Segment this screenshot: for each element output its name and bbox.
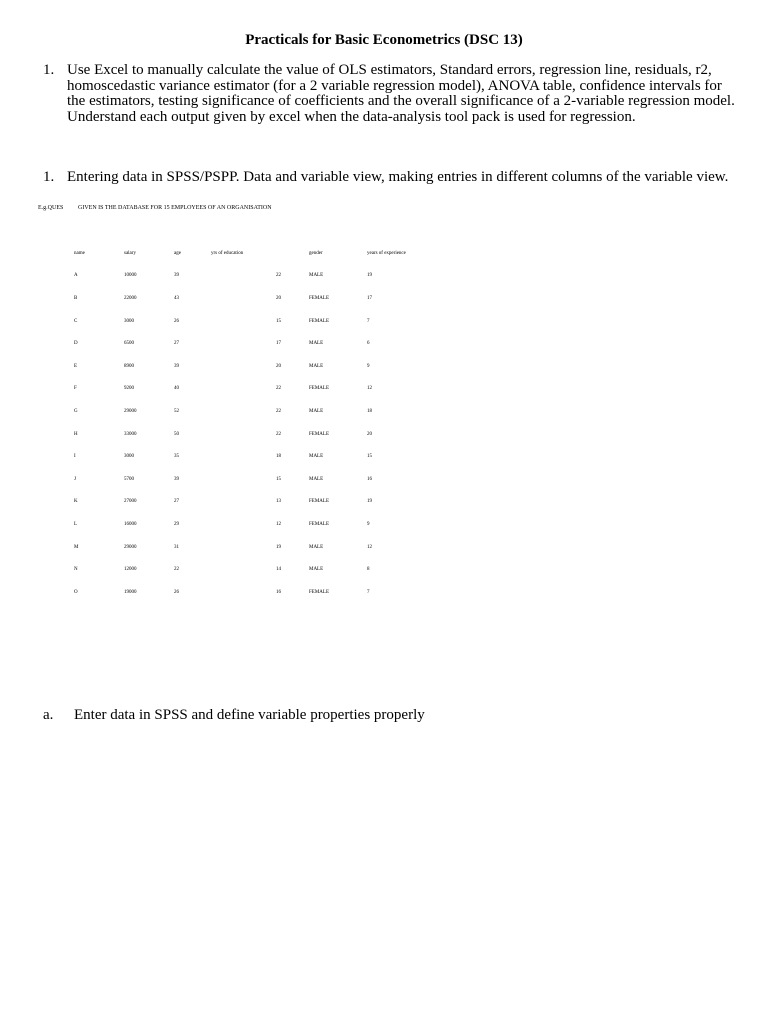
- cell-gender: MALE: [309, 408, 324, 414]
- cell-salary: 16000: [124, 521, 137, 527]
- cell-salary: 6500: [124, 341, 134, 347]
- cell-education: 12: [276, 521, 281, 527]
- employee-data-table: [74, 242, 447, 604]
- cell-salary: 3000: [124, 454, 134, 460]
- list-marker: 1.: [43, 169, 55, 185]
- cell-gender: FEMALE: [309, 499, 329, 505]
- cell-name: O: [74, 589, 78, 595]
- cell-gender: MALE: [309, 454, 324, 460]
- cell-education: 15: [276, 318, 281, 324]
- cell-age: 50: [174, 431, 179, 437]
- list-item-excel-ols: [0, 63, 768, 127]
- cell-name: I: [74, 454, 76, 460]
- cell-gender: FEMALE: [309, 295, 329, 301]
- cell-gender: FEMALE: [309, 589, 329, 595]
- table-row: [74, 332, 447, 355]
- table-row: [74, 581, 447, 604]
- table-row: [74, 310, 447, 333]
- cell-salary: 5700: [124, 476, 134, 482]
- list-item-text: Enter data in SPSS and define variable properties properly: [74, 707, 425, 723]
- table-body: [74, 265, 447, 604]
- cell-experience: 12: [367, 544, 372, 550]
- cell-education: 22: [276, 408, 281, 414]
- list-item-spss-entry: [0, 170, 768, 190]
- cell-experience: 19: [367, 273, 372, 279]
- cell-education: 17: [276, 341, 281, 347]
- cell-salary: 9200: [124, 386, 134, 392]
- list-item-text: Entering data in SPSS/PSPP. Data and variable view, making entries in different columns of the variable view.: [67, 169, 729, 185]
- cell-salary: 12000: [124, 567, 137, 573]
- table-header-row: [74, 242, 447, 265]
- list-marker: a.: [43, 707, 54, 723]
- example-description: GIVEN IS THE DATABASE FOR 15 EMPLOYEES OF AN ORGANISATION: [78, 205, 272, 211]
- cell-education: 20: [276, 295, 281, 301]
- column-header-education: yrs of education: [211, 250, 244, 256]
- cell-age: 27: [174, 499, 179, 505]
- table-row: [74, 355, 447, 378]
- cell-experience: 20: [367, 431, 372, 437]
- table-row: [74, 287, 447, 310]
- cell-name: K: [74, 499, 78, 505]
- cell-age: 40: [174, 386, 179, 392]
- cell-experience: 18: [367, 408, 372, 414]
- column-header-experience: years of experience: [367, 250, 406, 256]
- cell-experience: 6: [367, 341, 370, 347]
- cell-name: D: [74, 341, 78, 347]
- cell-salary: 8900: [124, 363, 134, 369]
- cell-education: 15: [276, 476, 281, 482]
- cell-gender: MALE: [309, 363, 324, 369]
- list-item-enter-spss: [0, 708, 768, 728]
- cell-gender: MALE: [309, 567, 324, 573]
- cell-age: 35: [174, 454, 179, 460]
- table-row: [74, 558, 447, 581]
- table-row: [74, 468, 447, 491]
- cell-education: 18: [276, 454, 281, 460]
- cell-age: 22: [174, 567, 179, 573]
- cell-name: G: [74, 408, 78, 414]
- column-header-age: age: [174, 250, 181, 256]
- cell-age: 27: [174, 341, 179, 347]
- cell-experience: 7: [367, 589, 370, 595]
- cell-education: 22: [276, 431, 281, 437]
- cell-gender: FEMALE: [309, 431, 329, 437]
- cell-name: L: [74, 521, 78, 527]
- table-row: [74, 445, 447, 468]
- cell-experience: 19: [367, 499, 372, 505]
- cell-age: 52: [174, 408, 179, 414]
- column-header-gender: gender: [309, 250, 323, 256]
- cell-education: 22: [276, 273, 281, 279]
- cell-name: A: [74, 273, 78, 279]
- cell-salary: 3000: [124, 318, 134, 324]
- cell-gender: FEMALE: [309, 521, 329, 527]
- cell-age: 26: [174, 318, 179, 324]
- cell-experience: 9: [367, 521, 370, 527]
- cell-salary: 29000: [124, 544, 137, 550]
- cell-name: H: [74, 431, 78, 437]
- cell-salary: 33000: [124, 431, 137, 437]
- cell-gender: FEMALE: [309, 386, 329, 392]
- cell-gender: MALE: [309, 476, 324, 482]
- column-header-salary: salary: [124, 250, 136, 256]
- cell-age: 39: [174, 273, 179, 279]
- cell-salary: 29000: [124, 408, 137, 414]
- cell-gender: MALE: [309, 273, 324, 279]
- list-item-text: Use Excel to manually calculate the value of OLS estimators, Standard errors, regression line, residuals, r2, homoscedastic variance estimator (for a 2 variable regression model), ANOVA table, confidence intervals for the estimators, testing significance of coefficients and the overall significance of a 2-variable regression model. Understand each output given by excel when the data-analysis tool pack is used for regression.: [67, 62, 735, 125]
- table-row: [74, 513, 447, 536]
- cell-salary: 19000: [124, 589, 137, 595]
- cell-salary: 10000: [124, 273, 137, 279]
- cell-education: 20: [276, 363, 281, 369]
- list-marker: 1.: [43, 62, 55, 78]
- cell-education: 22: [276, 386, 281, 392]
- table-row: [74, 536, 447, 559]
- cell-name: F: [74, 386, 77, 392]
- column-header-name: name: [74, 250, 85, 256]
- table-row: [74, 491, 447, 514]
- cell-education: 14: [276, 567, 281, 573]
- cell-experience: 17: [367, 295, 372, 301]
- cell-gender: MALE: [309, 341, 324, 347]
- table-row: [74, 378, 447, 401]
- cell-age: 31: [174, 544, 179, 550]
- document-title: Practicals for Basic Econometrics (DSC 13): [245, 32, 523, 48]
- cell-experience: 7: [367, 318, 370, 324]
- cell-experience: 12: [367, 386, 372, 392]
- cell-age: 43: [174, 295, 179, 301]
- table-row: [74, 265, 447, 288]
- cell-experience: 8: [367, 567, 370, 573]
- cell-education: 19: [276, 544, 281, 550]
- cell-education: 16: [276, 589, 281, 595]
- cell-gender: FEMALE: [309, 318, 329, 324]
- cell-name: E: [74, 363, 78, 369]
- table-row: [74, 400, 447, 423]
- cell-name: B: [74, 295, 78, 301]
- example-label: E.g.QUES: [38, 205, 64, 211]
- cell-salary: 22000: [124, 295, 137, 301]
- cell-name: C: [74, 318, 78, 324]
- cell-name: J: [74, 476, 76, 482]
- cell-age: 39: [174, 476, 179, 482]
- cell-experience: 9: [367, 363, 370, 369]
- cell-name: N: [74, 567, 78, 573]
- cell-age: 29: [174, 521, 179, 527]
- cell-education: 13: [276, 499, 281, 505]
- cell-gender: MALE: [309, 544, 324, 550]
- table-row: [74, 423, 447, 446]
- cell-experience: 16: [367, 476, 372, 482]
- cell-age: 39: [174, 363, 179, 369]
- cell-age: 26: [174, 589, 179, 595]
- cell-name: M: [74, 544, 79, 550]
- cell-experience: 15: [367, 454, 372, 460]
- cell-salary: 27000: [124, 499, 137, 505]
